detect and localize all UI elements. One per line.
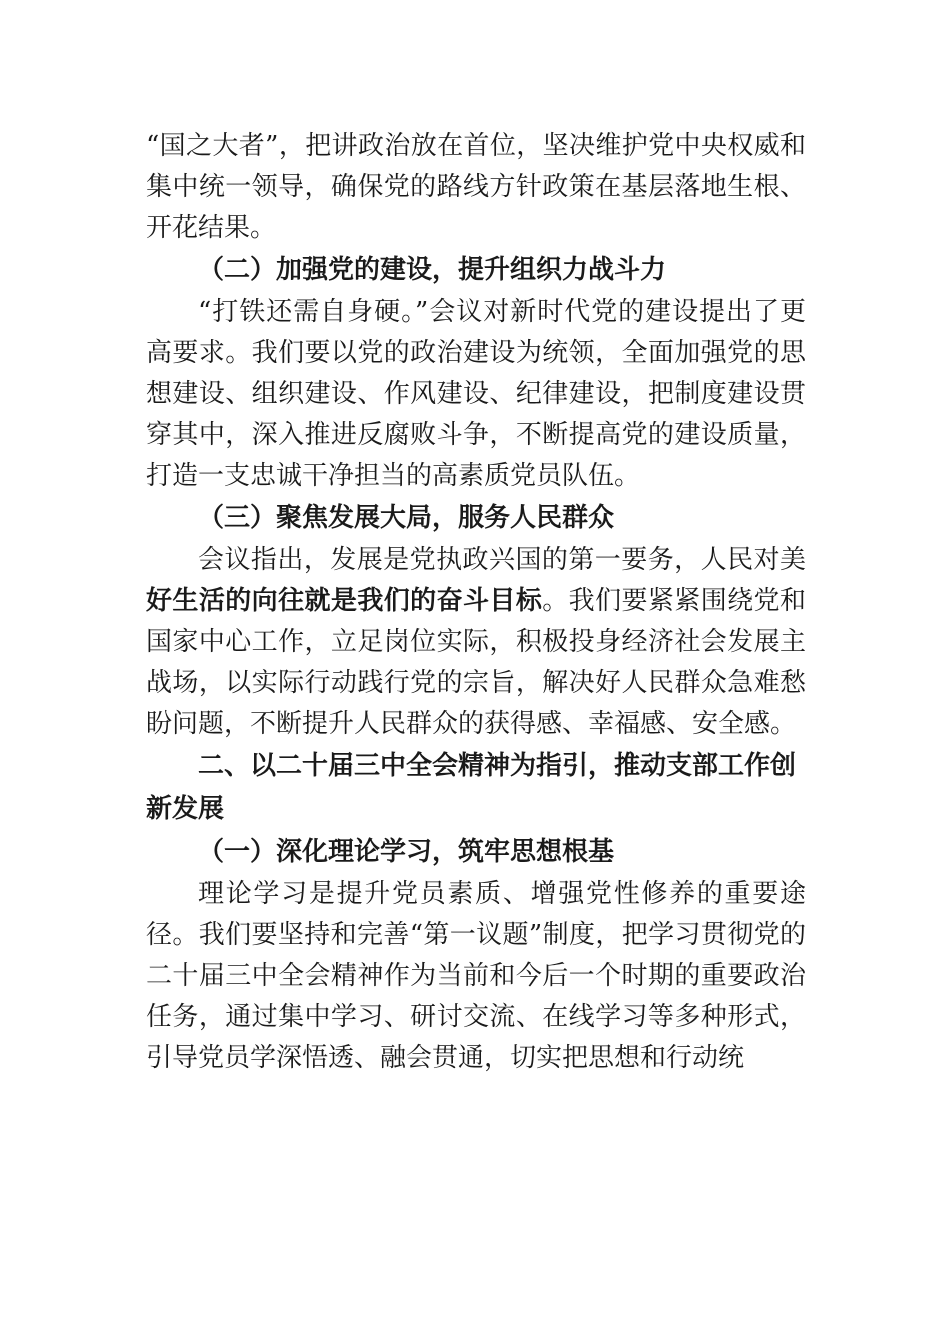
subheading-focus-development: （三）聚焦发展大局，服务人民群众	[198, 503, 615, 533]
paragraph-party-building: “打铁还需自身硬。”会议对新时代党的建设提出了更高要求。我们要以党的政治建设为统领，全面加强党的思想建设、组织建设、作风建设、纪律建设，把制度建设贯穿其中，深入推进反腐败斗争，不断提高党的建设质量，打造一支忠诚干净担当的高素质党员队伍。	[146, 297, 806, 491]
document-body	[146, 126, 806, 1079]
paragraph-theory-study: 理论学习是提升党员素质、增强党性修养的重要途径。我们要坚持和完善“第一议题”制度，把学习贯彻党的二十届三中全会精神作为当前和今后一个时期的重要政治任务，通过集中学习、研讨交流、在线学习等多种形式，引导党员学深悟透、融会贯通，切实把思想和行动统	[146, 879, 806, 1073]
paragraph-serve-people	[146, 540, 806, 745]
paragraph-serve-people-bold: 好生活的向往就是我们的奋斗目标	[146, 586, 543, 616]
paragraph-serve-people-part2: 。我们要紧紧围绕党和国家中心工作，立足岗位实际，积极投身经济社会发展主战场，以实际行动践行党的宗旨，解决好人民群众急难愁盼问题，不断提升人民群众的获得感、幸福感、安全感。	[146, 586, 806, 739]
subheading-strengthen-party-building: （二）加强党的建设，提升组织力战斗力	[198, 255, 667, 285]
section-heading-two: 二、以二十届三中全会精神为指引，推动支部工作创新发展	[146, 751, 797, 824]
paragraph-serve-people-part1: 会议指出，发展是党执政兴国的第一要务，人民对美	[198, 545, 806, 575]
paragraph-continued: “国之大者”，把讲政治放在首位，坚决维护党中央权威和集中统一领导，确保党的路线方针政策在基层落地生根、开花结果。	[146, 131, 806, 243]
subheading-theory-study: （一）深化理论学习，筑牢思想根基	[198, 837, 615, 867]
